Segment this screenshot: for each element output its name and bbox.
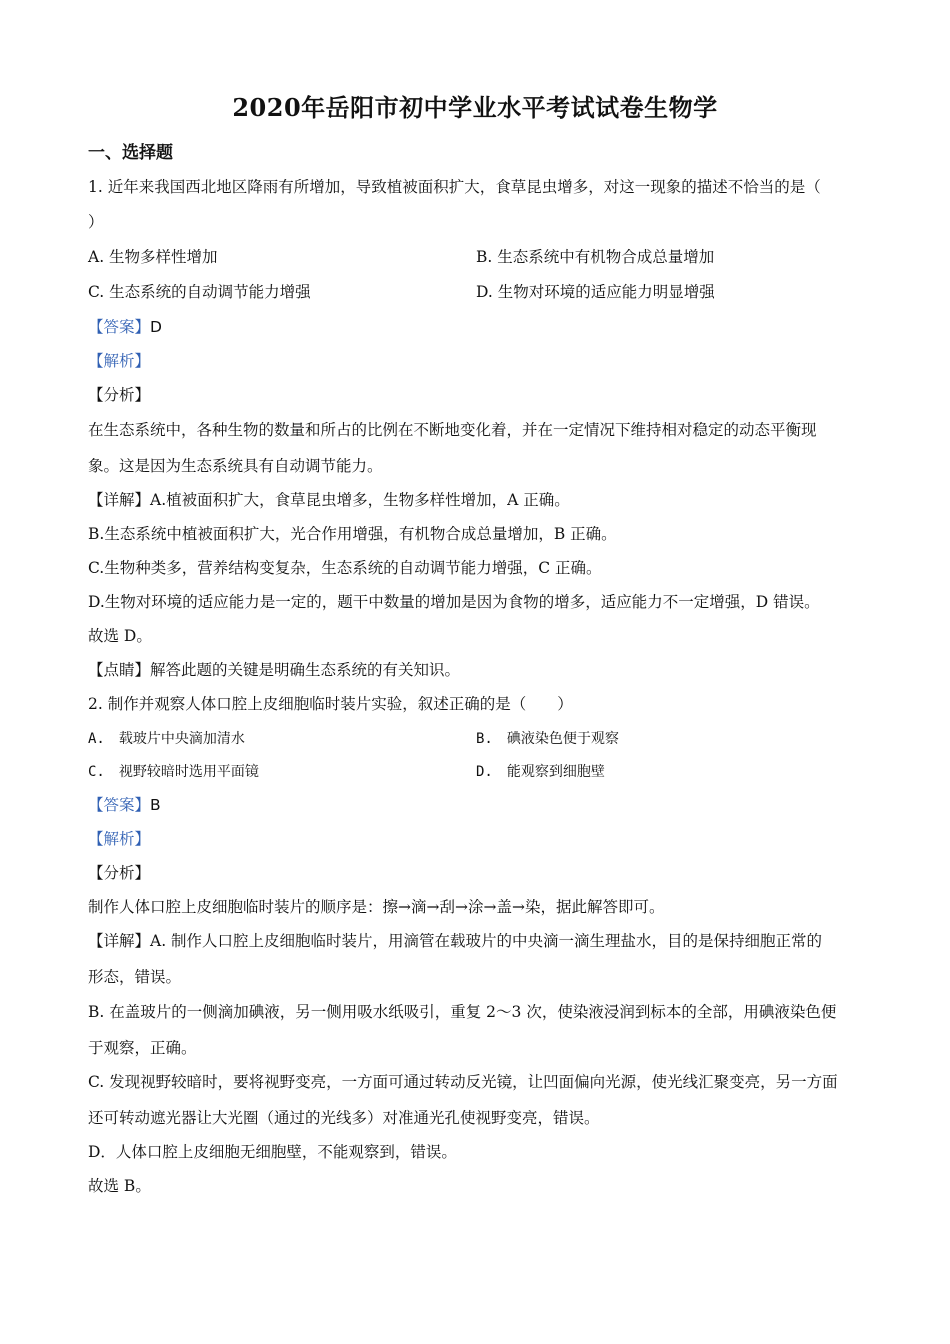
q1-detail-c: C.生物种类多，营养结构变复杂，生态系统的自动调节能力增强，C 正确。 <box>88 559 602 577</box>
q2-detail-b-line2: 于观察，正确。 <box>88 1039 197 1057</box>
page-title: 2020年岳阳市初中学业水平考试试卷生物学 <box>232 93 718 122</box>
q2-option-c: C. 视野较暗时选用平面镜 <box>88 764 259 780</box>
q1-conclusion: 故选 D。 <box>88 627 152 645</box>
q1-analysis-line2: 象。这是因为生态系统具有自动调节能力。 <box>88 457 383 475</box>
section-heading: 一、选择题 <box>88 143 173 163</box>
answer-value: D <box>150 318 162 336</box>
q1-answer <box>88 316 878 338</box>
q2-detail-c-line1: C. 发现视野较暗时，要将视野变亮，一方面可通过转动反光镜，让凹面偏向光源，使光线汇聚变亮，另一方面 <box>88 1073 838 1091</box>
q1-option-d: D. 生物对环境的适应能力明显增强 <box>476 283 715 301</box>
q2-detail-b-line1: B. 在盖玻片的一侧滴加碘液，另一侧用吸水纸吸引，重复 2～3 次，使染液浸润到标本的全部，用碘液染色便 <box>88 1003 837 1021</box>
q2-analysis: 制作人体口腔上皮细胞临时装片的顺序是：擦→滴→刮→涂→盖→染，据此解答即可。 <box>88 898 665 916</box>
q1-analysis-line1: 在生态系统中，各种生物的数量和所占的比例在不断地变化着，并在一定情况下维持相对稳定的动态平衡现 <box>88 421 817 439</box>
q2-detail-c-line2: 还可转动遮光器让大光圈（通过的光线多）对准通光孔使视野变亮，错误。 <box>88 1109 600 1127</box>
q2-conclusion: 故选 B。 <box>88 1177 151 1195</box>
q1-option-a: A. 生物多样性增加 <box>88 248 218 266</box>
q2-option-d: D. 能观察到细胞壁 <box>476 764 605 780</box>
q2-stem: 2. 制作并观察人体口腔上皮细胞临时装片实验，叙述正确的是（ ） <box>88 695 573 713</box>
q1-detail-d: D.生物对环境的适应能力是一定的，题干中数量的增加是因为食物的增多，适应能力不一定增强，D 错误。 <box>88 593 820 611</box>
q2-detail-a-line2: 形态，错误。 <box>88 968 182 986</box>
q1-jiexi-tag: 【解析】 <box>88 352 151 370</box>
answer-value: B <box>150 796 161 814</box>
q1-stem-line1: 1. 近年来我国西北地区降雨有所增加，导致植被面积扩大，食草昆虫增多，对这一现象的描述不恰当的是（ <box>88 178 821 196</box>
q1-stem-line2: ） <box>88 213 104 231</box>
q1-detail-b: B.生态系统中植被面积扩大，光合作用增强，有机物合成总量增加，B 正确。 <box>88 525 617 543</box>
answer-tag: 【答案】 <box>88 318 151 336</box>
q2-fenxi-tag: 【分析】 <box>88 864 151 882</box>
q1-option-c: C. 生态系统的自动调节能力增强 <box>88 283 311 301</box>
q1-detail-a: 【详解】A.植被面积扩大，食草昆虫增多，生物多样性增加，A 正确。 <box>88 491 570 509</box>
q2-detail-a-line1: 【详解】A. 制作人口腔上皮细胞临时装片，用滴管在载玻片的中央滴一滴生理盐水，目的是保持细胞正常的 <box>88 932 823 950</box>
answer-tag: 【答案】 <box>88 796 151 814</box>
q2-detail-d: D．人体口腔上皮细胞无细胞壁，不能观察到，错误。 <box>88 1143 457 1161</box>
q2-answer <box>88 794 878 816</box>
q2-option-a: A. 载玻片中央滴加清水 <box>88 731 245 747</box>
q1-option-b: B. 生态系统中有机物合成总量增加 <box>476 248 715 266</box>
q1-dianjing: 【点睛】解答此题的关键是明确生态系统的有关知识。 <box>88 661 461 679</box>
q2-jiexi-tag: 【解析】 <box>88 830 151 848</box>
q2-option-b: B. 碘液染色便于观察 <box>476 731 619 747</box>
q1-fenxi-tag: 【分析】 <box>88 386 151 404</box>
